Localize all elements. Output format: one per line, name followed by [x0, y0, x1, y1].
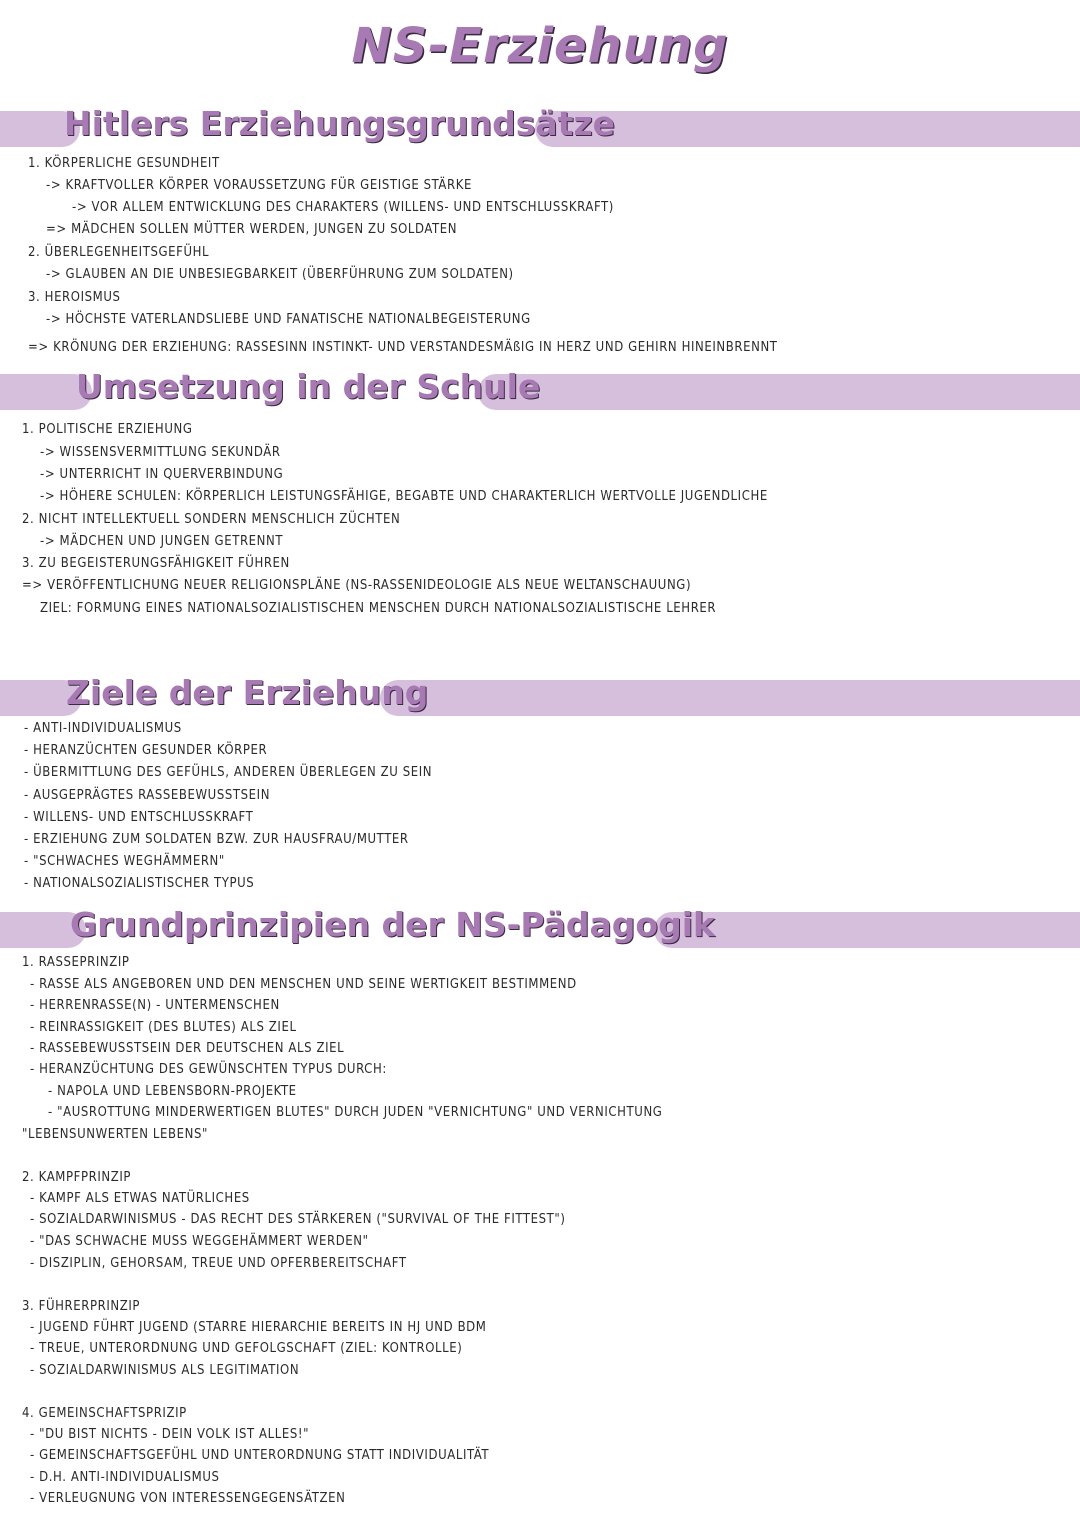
text-line: 1. KÖRPERLICHE GESUNDHEIT: [28, 156, 220, 171]
text-line: 1. RASSEPRINZIP: [22, 955, 130, 970]
text-line: -> UNTERRICHT IN QUERVERBINDUNG: [40, 467, 284, 482]
text-line: - KAMPF ALS ETWAS NATÜRLICHES: [30, 1191, 250, 1206]
text-line: - ÜBERMITTLUNG DES GEFÜHLS, ANDEREN ÜBERLEGEN ZU SEIN: [24, 765, 433, 780]
header-band-right: [654, 912, 1080, 948]
text-line: - SOZIALDARWINISMUS ALS LEGITIMATION: [30, 1363, 300, 1378]
text-line: -> MÄDCHEN UND JUNGEN GETRENNT: [40, 534, 284, 549]
text-line: - JUGEND FÜHRT JUGEND (STARRE HIERARCHIE BEREITS IN HJ UND BDM: [30, 1320, 487, 1335]
text-line: 2. ÜBERLEGENHEITSGEFÜHL: [28, 245, 210, 260]
section-header-erziehungsgrundsaetze: [0, 104, 1080, 147]
header-band-right: [380, 680, 1080, 716]
text-line: - AUSGEPRÄGTES RASSEBEWUSSTSEIN: [24, 788, 271, 803]
text-line: - SOZIALDARWINISMUS - DAS RECHT DES STÄRKEREN ("SURVIVAL OF THE FITTEST"): [30, 1212, 566, 1227]
text-line: - HERANZÜCHTUNG DES GEWÜNSCHTEN TYPUS DURCH:: [30, 1062, 387, 1077]
text-line: - WILLENS- UND ENTSCHLUSSKRAFT: [24, 810, 254, 825]
text-line: - "DAS SCHWACHE MUSS WEGGEHÄMMERT WERDEN": [30, 1234, 369, 1249]
section-heading: Grundprinzipien der NS-Pädagogik: [70, 905, 715, 944]
text-line: -> HÖHERE SCHULEN: KÖRPERLICH LEISTUNGSFÄHIGE, BEGABTE UND CHARAKTERLICH WERTVOLLE JUGENDLICHE: [40, 489, 768, 504]
section-header-ziele: [0, 673, 1080, 716]
text-line: - GEMEINSCHAFTSGEFÜHL UND UNTERORDNUNG STATT INDIVIDUALITÄT: [30, 1448, 490, 1463]
text-line: - NAPOLA UND LEBENSBORN-PROJEKTE: [48, 1084, 297, 1099]
text-line: - "DU BIST NICHTS - DEIN VOLK IST ALLES!": [30, 1427, 310, 1442]
text-line: 1. POLITISCHE ERZIEHUNG: [22, 422, 193, 437]
text-line: - RASSE ALS ANGEBOREN UND DEN MENSCHEN UND SEINE WERTIGKEIT BESTIMMEND: [30, 977, 577, 992]
text-line: -> KRAFTVOLLER KÖRPER VORAUSSETZUNG FÜR GEISTIGE STÄRKE: [46, 178, 472, 193]
text-line: - ANTI-INDIVIDUALISMUS: [24, 721, 182, 736]
header-band-right: [478, 374, 1080, 410]
text-line: => VERÖFFENTLICHUNG NEUER RELIGIONSPLÄNE (NS-RASSENIDEOLOGIE ALS NEUE WELTANSCHAUUNG): [22, 578, 692, 593]
text-line: 3. HEROISMUS: [28, 290, 121, 305]
section-heading: Ziele der Erziehung: [66, 673, 429, 712]
text-line: - HERANZÜCHTEN GESUNDER KÖRPER: [24, 743, 268, 758]
text-line: -> HÖCHSTE VATERLANDSLIEBE UND FANATISCHE NATIONALBEGEISTERUNG: [46, 312, 531, 327]
text-line: ZIEL: FORMUNG EINES NATIONALSOZIALISTISCHEN MENSCHEN DURCH NATIONALSOZIALISTISCHE LEHRER: [40, 601, 717, 616]
header-band-right: [535, 111, 1080, 147]
section-heading: Hitlers Erziehungsgrundsätze: [64, 104, 616, 143]
section-heading: Umsetzung in der Schule: [76, 367, 541, 406]
page-title: NS-Erziehung: [351, 18, 729, 74]
text-line: 4. GEMEINSCHAFTSPRIZIP: [22, 1406, 187, 1421]
text-line: - ERZIEHUNG ZUM SOLDATEN BZW. ZUR HAUSFRAU/MUTTER: [24, 832, 409, 847]
text-line: 2. NICHT INTELLEKTUELL SONDERN MENSCHLICH ZÜCHTEN: [22, 512, 401, 527]
text-line: -> VOR ALLEM ENTWICKLUNG DES CHARAKTERS (WILLENS- UND ENTSCHLUSSKRAFT): [72, 200, 614, 215]
text-line: 2. KAMPFPRINZIP: [22, 1170, 132, 1185]
text-line: - "SCHWACHES WEGHÄMMERN": [24, 854, 225, 869]
text-line: - "AUSROTTUNG MINDERWERTIGEN BLUTES" DURCH JUDEN "VERNICHTUNG" UND VERNICHTUNG: [48, 1105, 663, 1120]
section-header-umsetzung: [0, 367, 1080, 410]
text-line: -> WISSENSVERMITTLUNG SEKUNDÄR: [40, 445, 281, 460]
text-line: - D.H. ANTI-INDIVIDUALISMUS: [30, 1470, 220, 1485]
text-line: - RASSEBEWUSSTSEIN DER DEUTSCHEN ALS ZIEL: [30, 1041, 345, 1056]
text-line: 3. ZU BEGEISTERUNGSFÄHIGKEIT FÜHREN: [22, 556, 290, 571]
text-line: -> GLAUBEN AN DIE UNBESIEGBARKEIT (ÜBERFÜHRUNG ZUM SOLDATEN): [46, 267, 514, 282]
text-line: - VERLEUGNUNG VON INTERESSENGEGENSÄTZEN: [30, 1491, 346, 1506]
text-line: => KRÖNUNG DER ERZIEHUNG: RASSESINN INSTINKT- UND VERSTANDESMÄßIG IN HERZ UND GEHIRN HINEINBRENNT: [28, 340, 778, 355]
text-line: - NATIONALSOZIALISTISCHER TYPUS: [24, 876, 255, 891]
text-line: "LEBENSUNWERTEN LEBENS": [22, 1127, 208, 1142]
text-line: - DISZIPLIN, GEHORSAM, TREUE UND OPFERBEREITSCHAFT: [30, 1256, 407, 1271]
section-header-grundprinzipien: [0, 905, 1080, 948]
text-line: - TREUE, UNTERORDNUNG UND GEFOLGSCHAFT (ZIEL: KONTROLLE): [30, 1341, 463, 1356]
text-line: - REINRASSIGKEIT (DES BLUTES) ALS ZIEL: [30, 1020, 297, 1035]
text-line: - HERRENRASSE(N) - UNTERMENSCHEN: [30, 998, 280, 1013]
text-line: => MÄDCHEN SOLLEN MÜTTER WERDEN, JUNGEN ZU SOLDATEN: [46, 222, 458, 237]
text-line: 3. FÜHRERPRINZIP: [22, 1299, 141, 1314]
